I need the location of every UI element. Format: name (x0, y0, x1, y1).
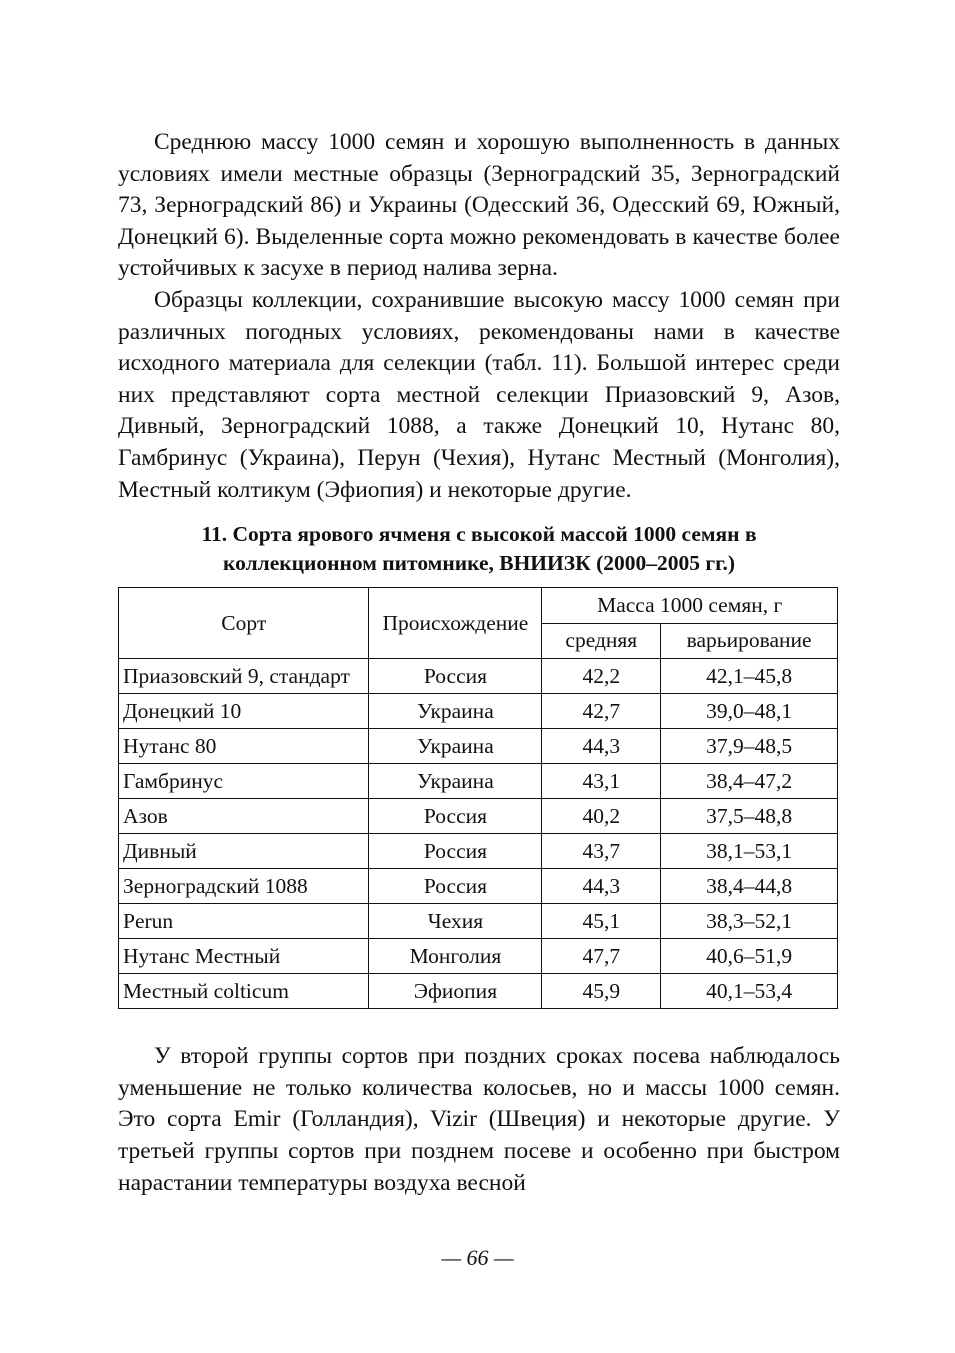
cell-mean: 42,2 (542, 659, 661, 694)
cell-variety: Нутанс Местный (119, 939, 369, 974)
cell-variety: Приазовский 9, стандарт (119, 659, 369, 694)
cell-range: 38,1–53,1 (661, 834, 838, 869)
cell-mean: 44,3 (542, 869, 661, 904)
header-variety: Сорт (119, 588, 369, 659)
cell-origin: Эфиопия (369, 974, 542, 1009)
cell-mean: 45,9 (542, 974, 661, 1009)
table-row (119, 834, 838, 869)
page-content (118, 127, 840, 1199)
cell-origin: Россия (369, 834, 542, 869)
cell-variety: Зерноградский 1088 (119, 869, 369, 904)
cell-mean: 44,3 (542, 729, 661, 764)
cell-range: 42,1–45,8 (661, 659, 838, 694)
paragraph-2: Образцы коллекции, сохранившие высокую массу 1000 семян при различных погодных условиях, рекомендованы нами в качестве исходного материала для селекции (табл. 11). Большой интерес среди них представляют сорта местной селекции Приазовский 9, Азов, Дивный, Зерноградский 1088, а также Донецкий 10, Нутанс 80, Гамбринус (Украина), Перун (Чехия), Нутанс Местный (Монголия), Местный колтикум (Эфиопия) и некоторые другие. (118, 286, 840, 503)
table-row (119, 729, 838, 764)
cell-origin: Россия (369, 869, 542, 904)
cell-mean: 43,7 (542, 834, 661, 869)
table-row (119, 939, 838, 974)
header-mean: средняя (542, 623, 661, 659)
cell-variety: Гамбринус (119, 764, 369, 799)
cell-origin: Украина (369, 694, 542, 729)
page-number: — 66 — (441, 1245, 514, 1270)
table-row (119, 869, 838, 904)
cell-origin: Россия (369, 799, 542, 834)
cell-mean: 45,1 (542, 904, 661, 939)
cell-range: 40,1–53,4 (661, 974, 838, 1009)
table-row (119, 659, 838, 694)
header-origin: Происхождение (369, 588, 542, 659)
cell-range: 40,6–51,9 (661, 939, 838, 974)
cell-variety: Дивный (119, 834, 369, 869)
cell-variety: Азов (119, 799, 369, 834)
cell-range: 39,0–48,1 (661, 694, 838, 729)
table-row (119, 799, 838, 834)
cell-mean: 43,1 (542, 764, 661, 799)
seed-mass-table (118, 587, 838, 1009)
table-row (119, 974, 838, 1009)
cell-range: 38,4–44,8 (661, 869, 838, 904)
cell-variety: Местный colticum (119, 974, 369, 1009)
cell-range: 37,5–48,8 (661, 799, 838, 834)
table-row (119, 904, 838, 939)
table-caption-line-1: 11. Сорта ярового ячменя с высокой массой 1000 семян в (201, 522, 757, 547)
cell-range: 38,3–52,1 (661, 904, 838, 939)
table-body (119, 659, 838, 1009)
cell-origin: Россия (369, 659, 542, 694)
cell-variety: Нутанс 80 (119, 729, 369, 764)
cell-variety: Perun (119, 904, 369, 939)
cell-origin: Чехия (369, 904, 542, 939)
cell-variety: Донецкий 10 (119, 694, 369, 729)
paragraph-3: У второй группы сортов при поздних сроках посева наблюдалось уменьшение не только количества колосьев, но и массы 1000 семян. Это сорта Emir (Голландия), Vizir (Швеция) и некоторые другие. У третьей группы сортов при позднем посеве и особенно при быстром нарастании температуры воздуха весной (118, 1043, 840, 1196)
cell-range: 38,4–47,2 (661, 764, 838, 799)
header-mass: Масса 1000 семян, г (542, 588, 838, 624)
table-row (119, 694, 838, 729)
cell-origin: Украина (369, 764, 542, 799)
cell-mean: 47,7 (542, 939, 661, 974)
cell-origin: Монголия (369, 939, 542, 974)
cell-range: 37,9–48,5 (661, 729, 838, 764)
table-row (119, 764, 838, 799)
cell-origin: Украина (369, 729, 542, 764)
paragraph-1: Среднюю массу 1000 семян и хорошую выполненность в данных условиях имели местные образцы (Зерноградский 35, Зерноградский 73, Зерноградский 86) и Украины (Одесский 36, Одесский 69, Южный, Донецкий 6). Выделенные сорта можно рекомендовать в качестве более устойчивых к засухе в период налива зерна. (118, 129, 840, 282)
table-caption-line-2: коллекционном питомнике, ВНИИЗК (2000–2005 гг.) (223, 551, 735, 576)
cell-mean: 42,7 (542, 694, 661, 729)
table-caption (118, 520, 840, 578)
header-range: варьирование (661, 623, 838, 659)
cell-mean: 40,2 (542, 799, 661, 834)
